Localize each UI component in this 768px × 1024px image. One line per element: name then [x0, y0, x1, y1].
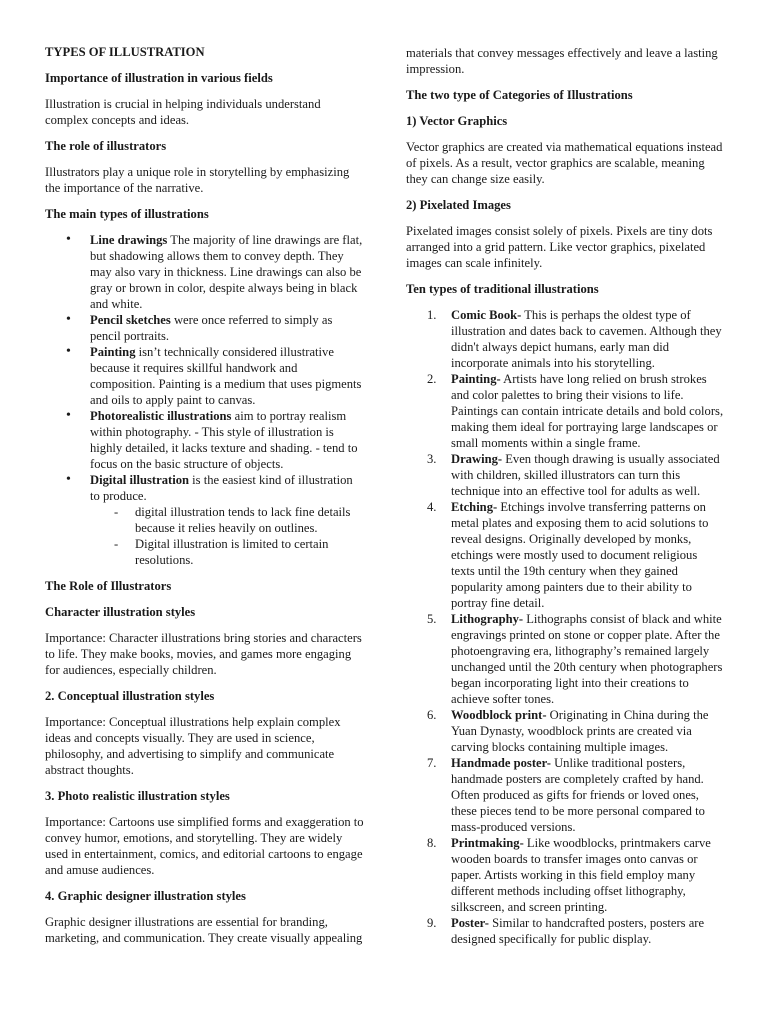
list-item-term: Digital illustration — [90, 473, 190, 487]
importance-paragraph: Illustration is crucial in helping individuals understand complex concepts and ideas. — [45, 97, 321, 127]
list-item — [90, 408, 365, 472]
list-item-text: Artists have long relied on brush strokes and color palettes to bring their visions to life. Paintings can contain intricate details and bold colors, making them ideal for portraying large landscapes or small moments within a single frame. — [451, 372, 724, 450]
vector-heading: 1) Vector Graphics — [406, 114, 508, 128]
traditional-list — [406, 307, 724, 947]
categories-heading: The two type of Categories of Illustrations — [406, 88, 633, 102]
list-item-term: Poster- — [451, 916, 489, 930]
list-item — [427, 707, 724, 755]
list-number: 5. — [427, 612, 437, 626]
list-item-text: The majority of line drawings are flat, but shadowing allows them to convey depth. They may also vary in thickness. Line drawings can also be gray or brown in color, despite always being in black and white. — [90, 233, 363, 311]
pixel-heading: 2) Pixelated Images — [406, 198, 511, 212]
graphic-designer-heading: 4. Graphic designer illustration styles — [45, 889, 246, 903]
role-paragraph: Illustrators play a unique role in storytelling by emphasizing the importance of the narrative. — [45, 165, 350, 195]
list-item-term: Drawing- — [451, 452, 503, 466]
photo-realistic-paragraph: Importance: Cartoons use simplified forms and exaggeration to convey humor, emotions, and storytelling. They are widely used in entertainment, comics, and editorial cartoons to engage and amuse audiences. — [45, 815, 364, 877]
list-item-text: Even though drawing is usually associated with children, skilled illustrators can turn this technique into an effective tool for adults as well. — [451, 452, 720, 498]
character-heading: Character illustration styles — [45, 605, 196, 619]
list-item — [427, 451, 724, 499]
list-item-text: Etchings involve transferring patterns on metal plates and exposing them to acid solutions to reveal designs. Originally developed by monks, etchings were mostly used to document religious texts until the 19th century when they gained popularity among painters due to their ability to portray fine detail. — [451, 500, 709, 610]
list-number: 2. — [427, 372, 437, 386]
sub-list-item: - Digital illustration is limited to certain resolutions. — [135, 536, 365, 568]
list-item — [427, 611, 724, 707]
list-item — [427, 371, 724, 451]
list-item — [90, 312, 365, 344]
list-item-term: Pencil sketches — [90, 313, 171, 327]
list-item-term: Painting- — [451, 372, 501, 386]
importance-heading: Importance of illustration in various fields — [45, 71, 273, 85]
main-types-heading: The main types of illustrations — [45, 207, 209, 221]
photo-realistic-heading: 3. Photo realistic illustration styles — [45, 789, 230, 803]
list-number: 7. — [427, 756, 437, 770]
list-item-text: This is perhaps the oldest type of illustration and dates back to cavemen. Although they didn't always depict humans, early man did incorporate animals into his storytelling. — [451, 308, 722, 370]
character-paragraph: Importance: Character illustrations bring stories and characters to life. They make books, movies, and games more engaging for audiences, especially children. — [45, 631, 362, 677]
list-item-term: Comic Book- — [451, 308, 522, 322]
list-item — [427, 755, 724, 835]
list-item-text: Unlike traditional posters, handmade posters are completely crafted by hand. Often produced as gifts for friends or loved ones, these pieces tend to be more personal compared to mass-produced versions. — [451, 756, 705, 834]
list-item — [427, 307, 724, 371]
list-item-term: Printmaking- — [451, 836, 524, 850]
left-column — [45, 44, 365, 956]
list-number: 1. — [427, 308, 437, 322]
conceptual-paragraph: Importance: Conceptual illustrations help explain complex ideas and concepts visually. They are used in science, philosophy, and advertising to simplify and communicate abstract thoughts. — [45, 715, 341, 777]
list-item — [90, 344, 365, 408]
conceptual-heading: 2. Conceptual illustration styles — [45, 689, 215, 703]
vector-paragraph: Vector graphics are created via mathematical equations instead of pixels. As a result, vector graphics are scalable, meaning they can change size easily. — [406, 140, 723, 186]
list-item-term: Lithography- — [451, 612, 524, 626]
graphic-designer-paragraph: Graphic designer illustrations are essential for branding, marketing, and communication. They create visually appealing — [45, 915, 363, 945]
list-item — [427, 499, 724, 611]
list-item-text: Similar to handcrafted posters, posters are designed specifically for public display. — [451, 916, 705, 946]
list-number: 3. — [427, 452, 437, 466]
list-item-text: Lithographs consist of black and white engravings printed on stone or copper plate. After the photoengraving era, lithography’s remained largely unchanged until the 20th century when photographers began incorporating light into their creations to achieve softer tones. — [451, 612, 723, 706]
document-title: TYPES OF ILLUSTRATION — [45, 45, 205, 59]
list-item-text: Originating in China during the Yuan Dynasty, woodblock prints are created via carving blocks containing multiple images. — [451, 708, 709, 754]
list-item-text: aim to portray realism within photography. - This style of illustration is highly detailed, it lacks texture and shading. - tend to focus on the basic structure of objects. — [90, 409, 358, 471]
list-number: 6. — [427, 708, 437, 722]
role-heading: The role of illustrators — [45, 139, 167, 153]
list-number: 9. — [427, 916, 437, 930]
role-of-illustrators-heading: The Role of Illustrators — [45, 579, 172, 593]
list-item-text: Like woodblocks, printmakers carve wooden boards to transfer images onto canvas or paper. Artists working in this field employ many different methods including offset lithography, silkscreen, and screen printing. — [451, 836, 711, 914]
right-column — [406, 45, 724, 947]
list-number: 8. — [427, 836, 437, 850]
digital-subpoints — [90, 504, 365, 568]
list-item — [427, 915, 724, 947]
list-item-term: Painting — [90, 345, 136, 359]
list-item-term: Handmade poster- — [451, 756, 551, 770]
list-item-text: were once referred to simply as pencil portraits. — [90, 313, 333, 343]
continued-paragraph: materials that convey messages effectively and leave a lasting impression. — [406, 46, 718, 76]
list-item-text: is the easiest kind of illustration to produce. — [90, 473, 353, 503]
sub-list-item: - digital illustration tends to lack fine details because it relies heavily on outlines. — [135, 504, 365, 536]
list-item-term: Photorealistic illustrations — [90, 409, 232, 423]
main-types-list — [45, 232, 365, 568]
list-item — [90, 232, 365, 312]
list-item-term: Woodblock print- — [451, 708, 547, 722]
list-item — [90, 472, 365, 568]
list-item-term: Etching- — [451, 500, 498, 514]
traditional-heading: Ten types of traditional illustrations — [406, 282, 599, 296]
pixel-paragraph: Pixelated images consist solely of pixels. Pixels are tiny dots arranged into a grid pattern. Like vector graphics, pixelated images can scale infinitely. — [406, 224, 713, 270]
list-item-term: Line drawings — [90, 233, 168, 247]
list-item — [427, 835, 724, 915]
list-item-text: isn’t technically considered illustrative because it requires skillful handwork and composition. Painting is a medium that uses pigments and oils to apply paint to canvas. — [90, 345, 362, 407]
list-number: 4. — [427, 500, 437, 514]
